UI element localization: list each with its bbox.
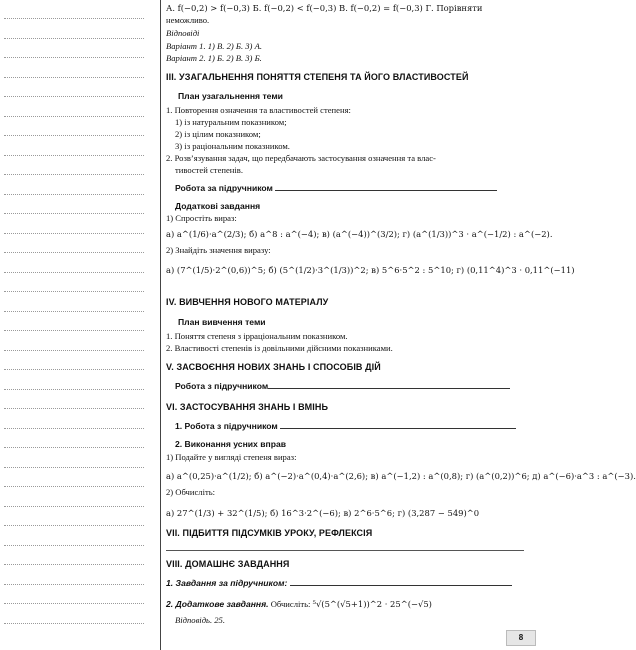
margin-note-line — [4, 623, 144, 624]
fill-line[interactable] — [275, 182, 497, 191]
margin-note-line — [4, 584, 144, 585]
section-4-item-2: 2. Властивості степенів із довільними дійсними показниками. — [166, 343, 393, 353]
margin-note-line — [4, 525, 144, 526]
section-3-title: ІІІ. УЗАГАЛЬНЕННЯ ПОНЯТТЯ СТЕПЕНЯ ТА ЙОГО ВЛАСТИВОСТЕЙ — [166, 72, 469, 82]
variant-1: Варіант 1. 1) В. 2) Б. 3) А. — [166, 41, 262, 51]
section-6-title: VI. ЗАСТОСУВАННЯ ЗНАНЬ І ВМІНЬ — [166, 402, 329, 412]
extra-task-2: 2) Знайдіть значення виразу: — [166, 245, 271, 255]
margin-note-line — [4, 564, 144, 565]
section-4-plan-title: План вивчення теми — [178, 317, 266, 327]
margin-note-line — [4, 135, 144, 136]
answer-options-cont: неможливо. — [166, 15, 210, 25]
section-6-item-2: 2. Виконання усних вправ — [175, 439, 287, 449]
variant-2: Варіант 2. 1) Б. 2) В. 3) Б. — [166, 53, 262, 63]
extra-task-1-expr: а) a^(1/6)·a^(2/3); б) a^8 : a^(−4); в) (a^(−4))^(3/2); г) (a^(1/3))^3 · a^(−1/2) : a^(−2). — [166, 229, 553, 239]
margin-note-line — [4, 174, 144, 175]
margin-note-line — [4, 116, 144, 117]
margin-note-line — [4, 233, 144, 234]
margin-note-line — [4, 96, 144, 97]
margin-note-line — [4, 155, 144, 156]
margin-note-line — [4, 272, 144, 273]
margin-note-line — [4, 57, 144, 58]
margin-note-line — [4, 603, 144, 604]
margin-note-line — [4, 77, 144, 78]
section-4-title: IV. ВИВЧЕННЯ НОВОГО МАТЕРІАЛУ — [166, 297, 329, 307]
margin-note-line — [4, 330, 144, 331]
extra-tasks-title: Додаткові завдання — [175, 201, 261, 211]
margin-note-line — [4, 369, 144, 370]
section-6-task-1: 1) Подайте у вигляді степеня вираз: — [166, 452, 297, 462]
section-8-answer: Відповідь. 25. — [175, 615, 225, 625]
margin-note-line — [4, 486, 144, 487]
section-3-item-1c: 3) із раціональним показником. — [175, 141, 290, 151]
fill-line[interactable] — [280, 420, 516, 429]
extra-task-2-expr: а) (7^(1/5)·2^(0,6))^5; б) (5^(1/2)·3^(1/3))^2; в) 5^6·5^2 : 5^10; г) (0,11^4)^3 · 0,11^(−11) — [166, 265, 575, 275]
section-5-textbook-work: Робота з підручником — [175, 380, 510, 392]
margin-note-line — [4, 194, 144, 195]
section-6-task-2: 2) Обчисліть: — [166, 487, 216, 497]
margin-note-line — [4, 311, 144, 312]
section-5-title: V. ЗАСВОЄННЯ НОВИХ ЗНАНЬ І СПОСОБІВ ДІЙ — [166, 362, 381, 372]
margin-note-line — [4, 389, 144, 390]
margin-note-line — [4, 506, 144, 507]
section-3-item-1b: 2) із цілим показником; — [175, 129, 261, 139]
page-content — [166, 0, 636, 650]
section-4-item-1: 1. Поняття степеня з ірраціональним показником. — [166, 331, 348, 341]
section-8-item-2: 2. Додаткове завдання. Обчисліть: ⁵√(5^(√5+1))^2 · 25^(−√5) — [166, 599, 432, 609]
margin-note-line — [4, 18, 144, 19]
margin-note-line — [4, 428, 144, 429]
margin-note-line — [4, 545, 144, 546]
section-3-plan-title: План узагальнення теми — [178, 91, 283, 101]
page-number: 8 — [506, 630, 536, 646]
section-6-task-1-expr: а) a^(0,25)·a^(1/2); б) a^(−2)·a^(0,4)·a^(2,6); в) a^(−1,2) : a^(0,8); г) (a^(0,2))^6; д) a^(−6)·a^3 : a^(−3). — [166, 471, 636, 481]
margin-note-line — [4, 447, 144, 448]
margin-note-line — [4, 213, 144, 214]
margin-note-line — [4, 291, 144, 292]
section-3-item-1: 1. Повторення означення та властивостей степеня: — [166, 105, 351, 115]
section-6-task-2-expr: а) 27^(1/3) + 32^(1/5); б) 16^3·2^(−6); в) 2^6·5^6; г) (3,287 − 549)^0 — [166, 508, 480, 518]
section-3-item-2: 2. Розв’язування задач, що передбачають застосування означення та влас- — [166, 153, 436, 163]
notes-margin — [0, 0, 148, 650]
margin-note-line — [4, 252, 144, 253]
section-3-item-1a: 1) із натуральним показником; — [175, 117, 287, 127]
section-8-item-1: 1. Завдання за підручником: — [166, 577, 512, 589]
answer-options: А. f(−0,2) > f(−0,3) Б. f(−0,2) < f(−0,3) В. f(−0,2) = f(−0,3) Г. Порівняти — [166, 3, 483, 13]
section-7-title: VII. ПІДБИТТЯ ПІДСУМКІВ УРОКУ, РЕФЛЕКСІЯ — [166, 528, 373, 538]
margin-divider — [160, 0, 161, 650]
margin-note-line — [4, 408, 144, 409]
section-3-textbook-work: Робота за підручником — [175, 182, 497, 194]
answers-label: Відповіді — [166, 28, 200, 38]
fill-line[interactable] — [268, 380, 510, 389]
extra-task-1: 1) Спростіть вираз: — [166, 213, 237, 223]
margin-note-line — [4, 38, 144, 39]
section-8-title: VIII. ДОМАШНЄ ЗАВДАННЯ — [166, 559, 290, 569]
margin-note-line — [4, 467, 144, 468]
section-3-item-2-cont: тивостей степенів. — [175, 165, 243, 175]
margin-note-line — [4, 350, 144, 351]
section-6-item-1: 1. Робота з підручником — [175, 420, 516, 432]
section-7-fill-line[interactable] — [166, 550, 524, 551]
fill-line[interactable] — [290, 577, 512, 586]
